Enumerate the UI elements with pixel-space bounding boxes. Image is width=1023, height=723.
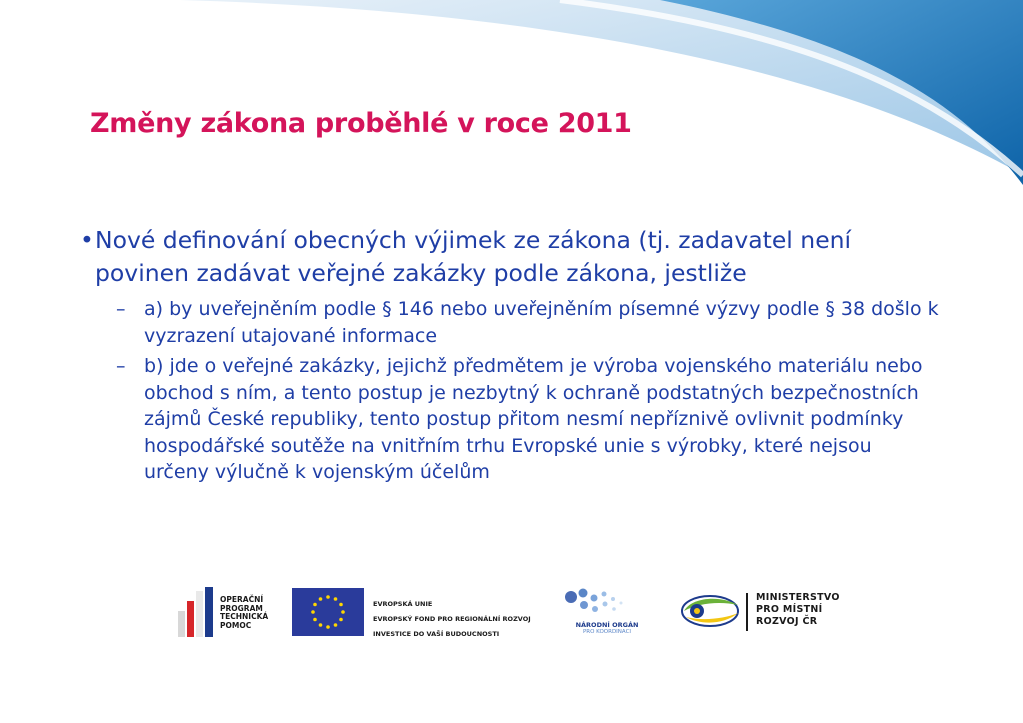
mmr-line: MINISTERSTVO: [756, 592, 840, 603]
mmr-emblem-icon: [680, 591, 742, 631]
eu-line: EVROPSKÁ UNIE: [373, 600, 433, 608]
optp-line: OPERAČNÍ: [220, 595, 264, 604]
optp-line: PROGRAM: [220, 603, 263, 613]
optp-bars-icon: [178, 587, 218, 637]
sub-bullet-item: [116, 296, 940, 349]
optp-logo: [178, 587, 288, 639]
nok-dots-icon: [563, 585, 627, 619]
optp-line: POMOC: [220, 620, 252, 630]
sub-bullet-item: [116, 353, 940, 486]
eu-line: EVROPSKÝ FOND PRO REGIONÁLNÍ ROZVOJ: [373, 615, 531, 623]
sub-bullet-mark: –: [116, 355, 126, 377]
eu-flag-icon: [292, 588, 364, 636]
sub-bullet-mark: –: [116, 298, 126, 320]
sub-bullet-text: b) jde o veřejné zakázky, jejichž předmětem je výroba vojenského materiálu nebo obchod s ním, a tento postup je nezbytný k ochraně podstatných bezpečnostních zájmů České republiky, tento postup přitom nesmí nepříznivě ovlivnit podmínky hospodářské soutěže na vnitřním trhu Evropské unie s výrobky, které nejsou určeny výlučně k vojenským účelům: [144, 355, 923, 483]
nok-subtitle: PRO KOORDINACI: [582, 629, 632, 635]
sub-bullet-text: a) by uveřejněním podle § 146 nebo uveřejněním písemné výzvy podle § 38 došlo k vyzrazení utajované informace: [144, 298, 939, 347]
mmr-line: ROZVOJ ČR: [756, 616, 818, 627]
slide-body: [80, 224, 940, 486]
bullet-item: [80, 224, 940, 290]
slide-title: Změny zákona proběhlé v roce 2011: [90, 108, 632, 139]
mmr-line: PRO MÍSTNÍ: [756, 604, 823, 615]
bullet-text: Nové definování obecných výjimek ze zákona (tj. zadavatel není povinen zadávat veřejné zakázky podle zákona, jestliže: [95, 226, 852, 287]
footer-logos: [170, 585, 870, 645]
eu-line: INVESTICE DO VAŠÍ BUDOUCNOSTI: [373, 630, 500, 638]
bullet-mark: •: [80, 226, 94, 254]
nok-title: NÁRODNÍ ORGÁN: [575, 621, 639, 629]
optp-line: TECHNICKÁ: [220, 612, 269, 621]
